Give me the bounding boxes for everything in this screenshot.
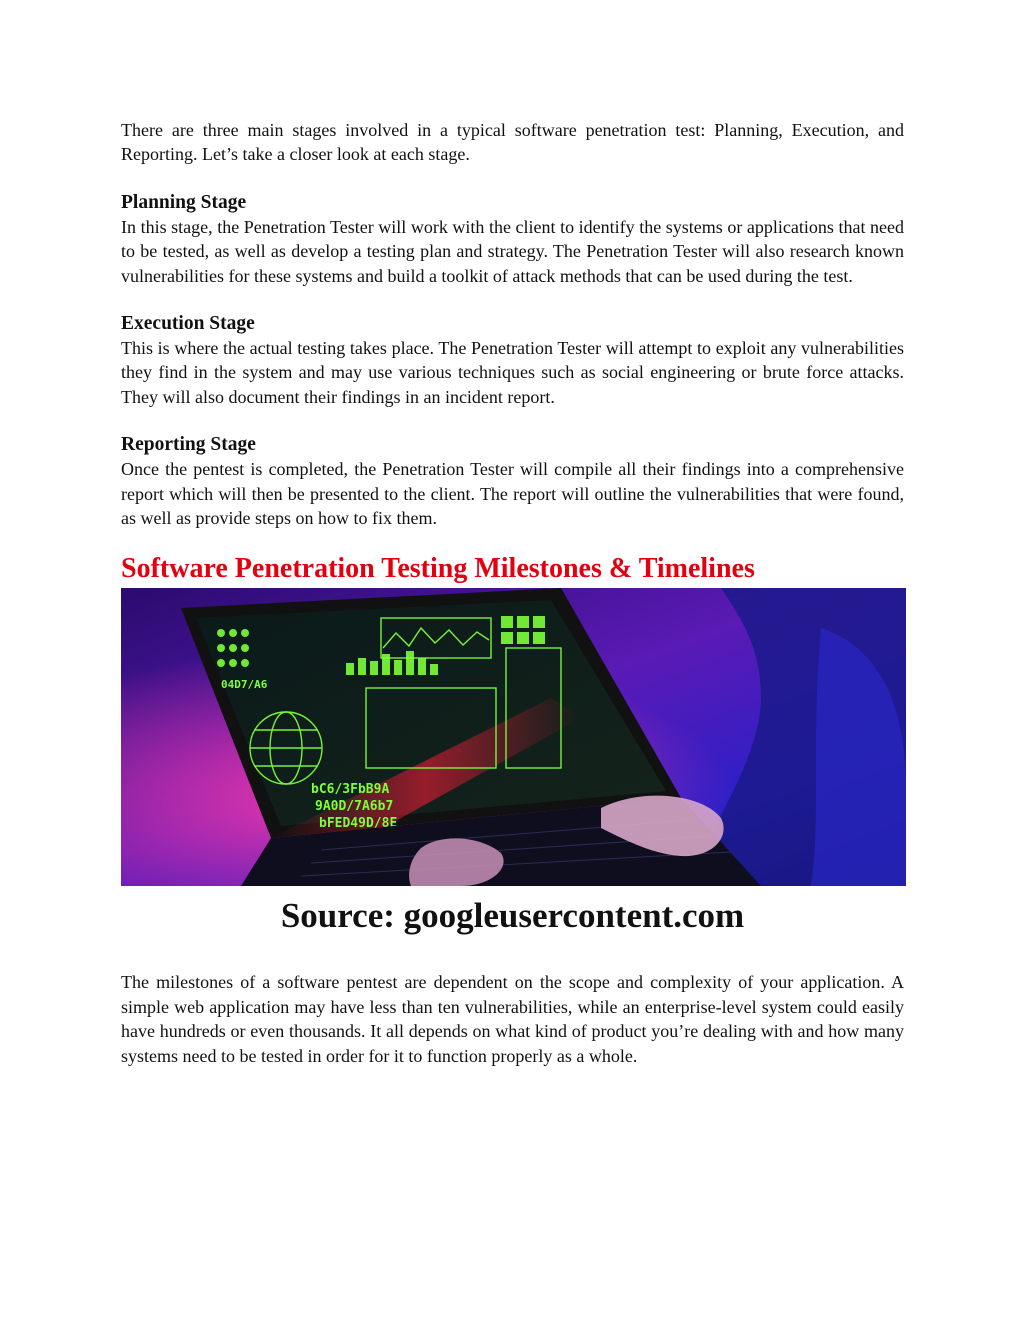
hacker-laptop-image bbox=[121, 588, 906, 886]
screen-code-line: 04D7/A6 bbox=[221, 678, 268, 692]
stage-execution bbox=[121, 312, 904, 409]
stage-body: This is where the actual testing takes place. The Penetration Tester will attempt to exploit any vulnerabilities they find in the system and may use various techniques such as social engineering or brute force attacks. They will also document their findings in an incident report. bbox=[121, 338, 904, 407]
stage-heading: Execution Stage bbox=[121, 313, 255, 335]
image-source-caption: Source: googleusercontent.com bbox=[280, 896, 745, 936]
stage-heading: Planning Stage bbox=[121, 191, 247, 213]
stage-reporting bbox=[121, 433, 904, 530]
stage-heading: Reporting Stage bbox=[121, 434, 256, 456]
closing-paragraph: The milestones of a software pentest are dependent on the scope and complexity of your application. A simple web application may have less than ten vulnerabilities, while an enterprise-level system could easily have hundreds or even thousands. It all depends on what kind of product you’re dealing with and how many systems need to be tested in order for it to function properly as a whole. bbox=[121, 972, 904, 1066]
screen-code-line: bC6/3FbB9A bbox=[311, 782, 390, 798]
intro-paragraph: There are three main stages involved in a typical software penetration test: Planning, Execution, and Reporting. Let’s take a closer look at each stage. bbox=[121, 120, 904, 165]
stage-planning bbox=[121, 191, 904, 288]
stage-body: Once the pentest is completed, the Penetration Tester will compile all their findings into a comprehensive report which will then be presented to the client. The report will outline the vulnerabilities that were found, as well as provide steps on how to fix them. bbox=[121, 459, 904, 529]
document-page bbox=[121, 118, 904, 1068]
screen-code-line: bFED49D/8E bbox=[319, 816, 398, 832]
screen-code-line: 9A0D/7A6b7 bbox=[315, 799, 394, 815]
stage-body: In this stage, the Penetration Tester will work with the client to identify the systems or applications that need to be tested, as well as develop a testing plan and strategy. The Penetration Tester will also research known vulnerabilities for these systems and build a toolkit of attack methods that can be used during the test. bbox=[121, 216, 904, 286]
section-title: Software Penetration Testing Milestones & Timelines bbox=[121, 553, 755, 585]
